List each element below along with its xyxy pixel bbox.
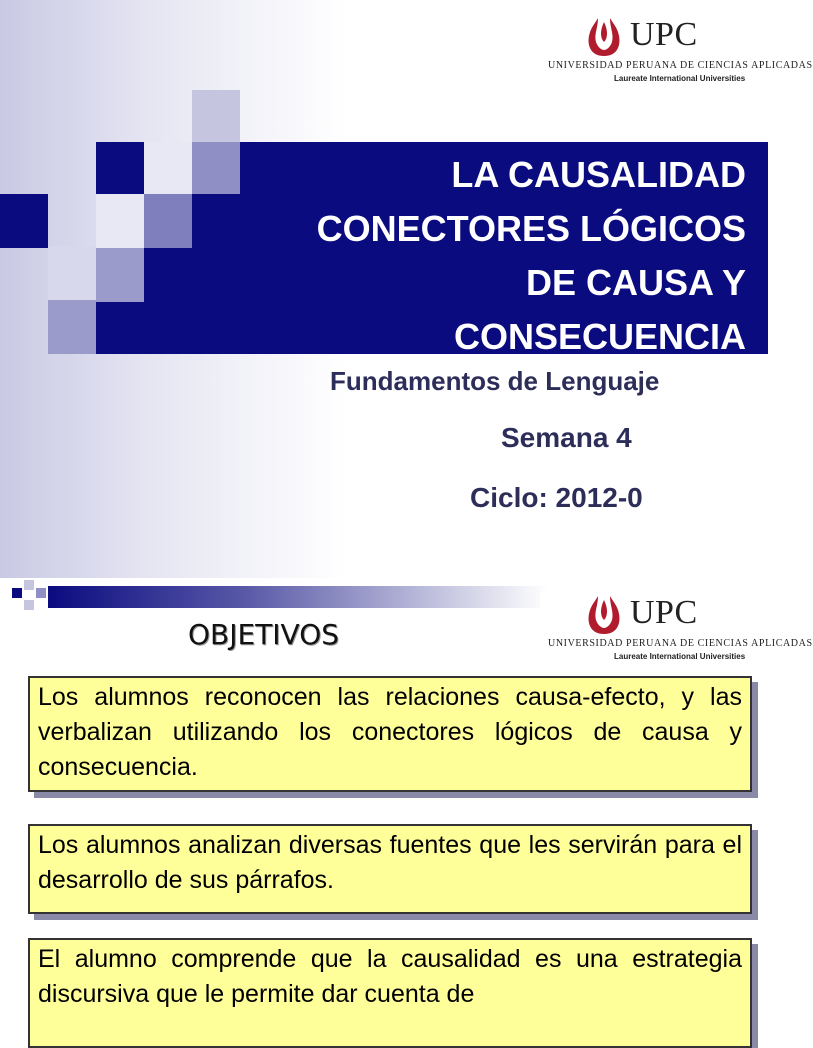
decorative-square bbox=[144, 142, 192, 194]
upc-logo bbox=[540, 592, 813, 662]
decorative-square bbox=[144, 194, 192, 248]
title-line: LA CAUSALIDAD bbox=[451, 154, 746, 195]
objectives-slide bbox=[0, 578, 813, 1024]
cycle-label: Ciclo: 2012-0 bbox=[470, 482, 643, 513]
objectives-heading: OBJETIVOS bbox=[188, 618, 340, 651]
decorative-square bbox=[12, 588, 22, 598]
decorative-square bbox=[192, 90, 240, 142]
upc-emblem-icon bbox=[584, 16, 624, 58]
logo-wordmark: UPC bbox=[630, 16, 698, 53]
title-line: CONSECUENCIA bbox=[453, 316, 746, 357]
logo-wordmark: UPC bbox=[630, 594, 698, 631]
header-gradient-bar bbox=[48, 586, 548, 608]
decorative-square bbox=[36, 588, 46, 598]
logo-tagline: Laureate International Universities bbox=[614, 652, 746, 661]
upc-logo bbox=[540, 14, 813, 84]
objective-box: Los alumnos analizan diversas fuentes que les servirán para el desarrollo de sus párrafos. bbox=[28, 824, 752, 914]
objective-box: Los alumnos reconocen las relaciones causa-efecto, y las verbalizan utilizando los conectores lógicos de causa y consecuencia. bbox=[28, 676, 752, 792]
decorative-square bbox=[96, 248, 144, 302]
banner-band-left bbox=[0, 194, 48, 248]
course-name: Fundamentos de Lenguaje bbox=[330, 366, 660, 396]
slide-title bbox=[186, 148, 746, 364]
logo-university-name: UNIVERSIDAD PERUANA DE CIENCIAS APLICADAS bbox=[548, 638, 813, 649]
decorative-square bbox=[24, 580, 34, 590]
week-label: Semana 4 bbox=[501, 422, 632, 453]
decorative-square bbox=[24, 600, 34, 610]
title-line: DE CAUSA Y bbox=[525, 262, 746, 303]
logo-tagline: Laureate International Universities bbox=[614, 74, 746, 83]
objective-box: El alumno comprende que la causalidad es una estrategia discursiva que le permite dar cuenta de bbox=[28, 938, 752, 1048]
decorative-square bbox=[96, 194, 144, 248]
title-line: CONECTORES LÓGICOS bbox=[316, 208, 746, 249]
upc-emblem-icon bbox=[584, 594, 624, 636]
logo-university-name: UNIVERSIDAD PERUANA DE CIENCIAS APLICADAS bbox=[548, 60, 813, 71]
